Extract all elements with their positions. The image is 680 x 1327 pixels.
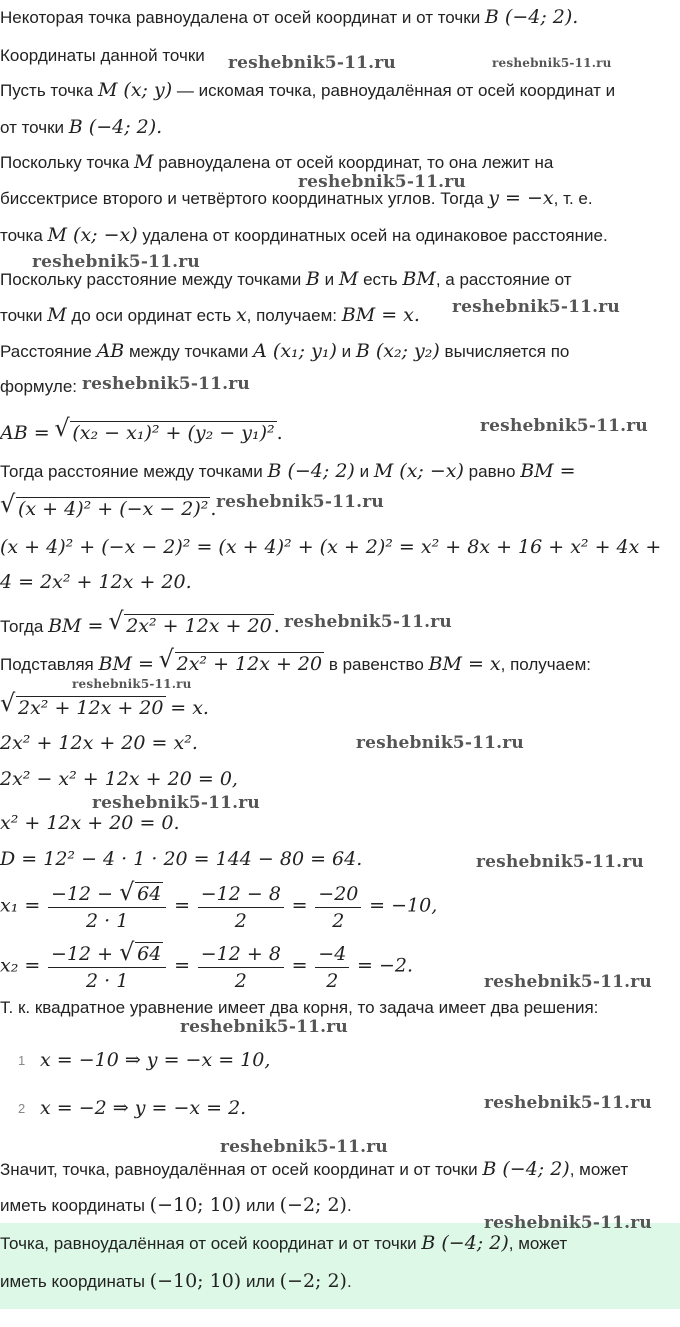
solution-line: Расстояние AB между точками A (x₁; y₁) и B (x₂; y₂) вычисляется по [0, 340, 570, 362]
watermark: reshebnik5-11.ru [298, 172, 466, 192]
watermark: reshebnik5-11.ru [216, 492, 384, 512]
watermark: reshebnik5-11.ru [82, 374, 250, 394]
case-item: x = −10 ⇒ y = −x = 10, [40, 1049, 271, 1071]
watermark: reshebnik5-11.ru [484, 972, 652, 992]
watermark: reshebnik5-11.ru [92, 793, 260, 813]
solution-line: точка M (x; −x) удалена от координатных осей на одинаковое расстояние. [0, 224, 608, 246]
solution-line: Пусть точка M (x; y) — искомая точка, равноудалённая от осей координат и [0, 79, 616, 101]
root-x1: x₁ = −12 − √ 64 2 · 1 = $\frac{-12 - 8}{2}$ = $\frac{-20}{2}$ = −10, [0, 878, 438, 932]
equation-line: 2x² + 12x + 20 = x². [0, 732, 198, 754]
watermark: reshebnik5-11.ru [452, 297, 620, 317]
distance-formula: AB = √ (x₂ − x₁)² + (y₂ − y₁)² . [0, 414, 283, 444]
solution-line: биссектрисе второго и четвёртого координатных углов. Тогда y = −x, т. е. [0, 187, 593, 209]
problem-line-2: Координаты данной точки [0, 46, 205, 65]
solution-line: Значит, точка, равноудалённая от осей координат и от точки B (−4; 2), может [0, 1158, 629, 1180]
equation-line: (x + 4)² + (−x − 2)² = (x + 4)² + (x + 2)² = x² + 8x + 16 + x² + 4x + [0, 536, 662, 558]
watermark: reshebnik5-11.ru [484, 1093, 652, 1113]
watermark: reshebnik5-11.ru [72, 677, 192, 691]
solution-line: Поскольку расстояние между точками B и M есть BM, а расстояние от [0, 268, 572, 290]
watermark: reshebnik5-11.ru [484, 1213, 652, 1233]
watermark: reshebnik5-11.ru [480, 416, 648, 436]
equation-line: 2x² − x² + 12x + 20 = 0, [0, 768, 238, 790]
discriminant: D = 12² − 4 · 1 · 20 = 144 − 80 = 64. [0, 848, 363, 870]
watermark: reshebnik5-11.ru [284, 612, 452, 632]
equation-line: √ 2x² + 12x + 20 = x. [0, 689, 209, 719]
solution-line: Поскольку точка M равноудалена от осей координат, то она лежит на [0, 151, 554, 173]
answer-line: иметь координаты (−10; 10) или (−2; 2). [0, 1270, 352, 1292]
watermark: reshebnik5-11.ru [356, 733, 524, 753]
watermark: reshebnik5-11.ru [32, 252, 200, 272]
solution-line: формуле: [0, 377, 77, 396]
equation-line: 4 = 2x² + 12x + 20. [0, 571, 192, 593]
case-number: 2 [18, 1101, 26, 1116]
case-item: x = −2 ⇒ y = −x = 2. [40, 1097, 247, 1119]
solution-line: Т. к. квадратное уравнение имеет два корня, то задача имеет два решения: [0, 998, 599, 1017]
case-number: 1 [18, 1053, 26, 1068]
solution-line: √ (x + 4)² + (−x − 2)² . [0, 490, 217, 520]
watermark: reshebnik5-11.ru [492, 56, 612, 70]
watermark: reshebnik5-11.ru [476, 852, 644, 872]
solution-line: Тогда BM = √ 2x² + 12x + 20 . [0, 607, 280, 637]
solution-line: точки M до оси ординат есть x, получаем: BM = x. [0, 304, 420, 326]
solution-line: Подставляя BM = √ 2x² + 12x + 20 в равенство BM = x, получаем: [0, 645, 591, 675]
equation-line: x² + 12x + 20 = 0. [0, 812, 180, 834]
solution-line: от точки B (−4; 2). [0, 116, 163, 138]
solution-line: иметь координаты (−10; 10) или (−2; 2). [0, 1194, 352, 1216]
root-x2: x₂ = −12 + √ 64 2 · 1 = $\frac{-12 + 8}{2}$ = $\frac{-4}{2}$ = −2. [0, 938, 414, 992]
watermark: reshebnik5-11.ru [180, 1017, 348, 1037]
solution-line: Тогда расстояние между точками B (−4; 2) и M (x; −x) равно BM = [0, 460, 576, 482]
watermark: reshebnik5-11.ru [228, 53, 396, 73]
watermark: reshebnik5-11.ru [220, 1137, 388, 1157]
problem-line-1: Некоторая точка равноудалена от осей координат и от точки B (−4; 2). [0, 6, 579, 28]
answer-line: Точка, равноудалённая от осей координат и от точки B (−4; 2), может [0, 1232, 568, 1254]
